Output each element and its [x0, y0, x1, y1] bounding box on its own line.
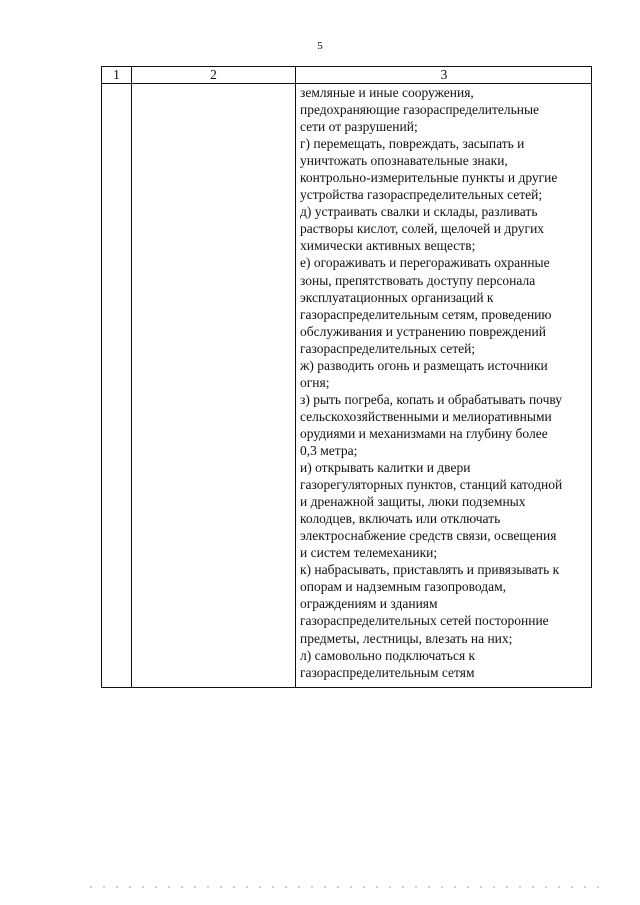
text-line: опорам и надземным газопроводам,	[300, 579, 506, 595]
header-cell-1: 1	[113, 67, 120, 82]
table-header-row	[102, 67, 591, 84]
text-line: химически активных веществ;	[300, 238, 476, 254]
text-line: и систем телемеханики;	[300, 545, 438, 561]
text-line: газорегуляторных пунктов, станций катодной	[300, 477, 563, 493]
text-line: и дренажной защиты, люки подземных	[300, 494, 526, 510]
text-line: контрольно-измерительные пункты и другие	[300, 170, 558, 186]
text-line: е) огораживать и перегораживать охранные	[300, 255, 550, 271]
text-line: и) открывать калитки и двери	[300, 460, 471, 476]
text-line: зоны, препятствовать доступу персонала	[300, 272, 536, 288]
text-line: предохраняющие газораспределительные	[300, 102, 540, 118]
column-divider-1	[131, 67, 132, 687]
header-cell-2: 2	[210, 67, 217, 82]
header-cell-3: 3	[440, 67, 448, 82]
text-line: обслуживания и устранению повреждений	[300, 323, 546, 339]
text-line: колодцев, включать или отключать	[300, 511, 501, 527]
scan-artifact-marks	[90, 886, 610, 888]
text-line: предметы, лестницы, влезать на них;	[300, 630, 513, 646]
text-line: электроснабжение средств связи, освещения	[300, 528, 557, 544]
text-line: 0,3 метра;	[300, 442, 358, 458]
text-line: з) рыть погреба, копать и обрабатывать почву	[300, 391, 563, 407]
text-line: г) перемещать, повреждать, засыпать и	[300, 136, 525, 152]
document-table	[101, 66, 592, 688]
text-line: уничтожать опознавательные знаки,	[300, 153, 508, 169]
text-line: д) устраивать свалки и склады, разливать	[300, 204, 538, 220]
text-line: огня;	[300, 374, 330, 390]
text-line: л) самовольно подключаться к	[300, 647, 476, 663]
text-line: газораспределительным сетям, проведению	[300, 306, 552, 322]
text-line: газораспределительных сетей посторонние	[300, 613, 549, 629]
text-line: газораспределительным сетям	[300, 664, 475, 680]
page-number: 5	[317, 40, 323, 52]
column-3-text	[300, 84, 590, 681]
text-line: эксплуатационных организаций к	[300, 289, 494, 305]
text-line: сети от разрушений;	[300, 119, 418, 135]
text-line: ж) разводить огонь и размещать источники	[300, 357, 548, 373]
text-line: ограждениям и зданиям	[300, 596, 438, 612]
text-line: к) набрасывать, приставлять и привязывать к	[300, 562, 560, 578]
text-line: сельскохозяйственными и мелиоративными	[300, 408, 552, 424]
text-line: орудиями и механизмами на глубину более	[300, 425, 548, 441]
text-line: устройства газораспределительных сетей;	[300, 187, 543, 203]
column-divider-2	[295, 67, 296, 687]
text-line: газораспределительных сетей;	[300, 340, 476, 356]
text-line: растворы кислот, солей, щелочей и других	[300, 221, 545, 237]
text-line: земляные и иные сооружения,	[300, 85, 474, 100]
